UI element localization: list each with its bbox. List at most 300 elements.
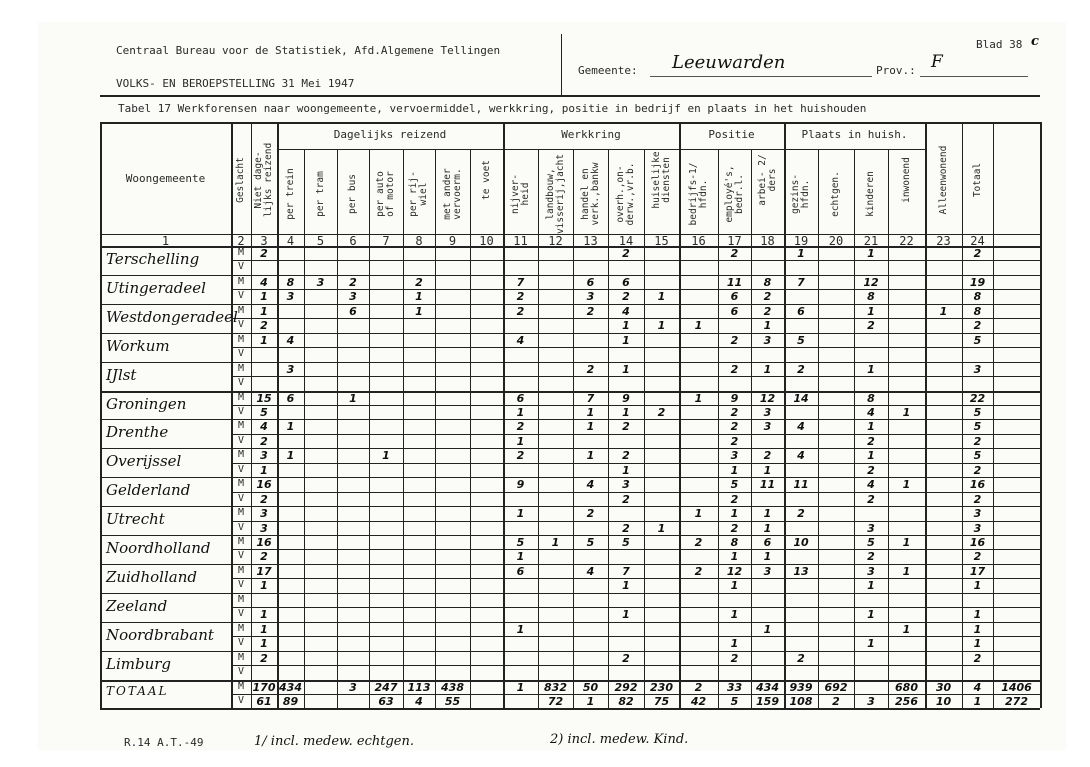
cell-value: 14	[793, 391, 809, 405]
geslacht-v: V	[237, 694, 245, 706]
cell-value: 1	[657, 319, 666, 333]
cell-value: 1	[622, 579, 630, 593]
cell-value: 2	[415, 275, 423, 289]
cell-value: 5	[730, 694, 739, 708]
geslacht-v: V	[237, 550, 245, 562]
cell-value: 2	[622, 492, 630, 506]
cell-value: 1	[867, 247, 875, 260]
group-header-dagelijks: Dagelijks reizend	[333, 128, 447, 141]
cell-value: 72	[547, 694, 564, 708]
blad-suffix: c	[1031, 34, 1039, 49]
geslacht-v: V	[237, 579, 245, 591]
column-rule	[784, 122, 786, 708]
cell-value: 16	[969, 478, 986, 492]
cell-value: 7	[797, 275, 805, 289]
geslacht-m: M	[237, 391, 245, 403]
cell-value: 2	[730, 247, 739, 260]
cell-value: 6	[349, 304, 357, 318]
table-bottom-rule	[100, 708, 1040, 710]
cell-value: 2	[797, 362, 805, 376]
cell-value: 1	[730, 608, 739, 622]
cell-value: 1	[694, 391, 703, 405]
geslacht-v: V	[237, 434, 245, 446]
geslacht-m: M	[237, 247, 245, 258]
cell-value: 3	[763, 564, 772, 578]
cell-value: 1	[516, 622, 525, 636]
cell-value: 1	[349, 391, 357, 405]
cell-value: 2	[973, 319, 982, 333]
col-header-11: nijver- heid	[509, 173, 531, 214]
col-number: 17	[727, 234, 742, 248]
cell-value: 1	[694, 319, 703, 333]
cell-value: 1	[260, 608, 268, 622]
cell-value: 6	[763, 536, 772, 549]
cell-value: 3	[730, 449, 739, 463]
col-header-7: per auto of motor	[375, 170, 396, 217]
cell-value: 16	[256, 478, 272, 492]
cell-value: 2	[622, 651, 630, 665]
col-number: 5	[316, 234, 325, 248]
cell-value: 2	[867, 550, 875, 564]
cell-value: 2	[657, 405, 666, 419]
cell-value: 75	[653, 694, 670, 708]
cell-value: 4	[622, 304, 630, 318]
form-code: R.14 A.T.-49	[124, 736, 204, 749]
cell-value: 1	[516, 507, 525, 521]
geslacht-m: M	[237, 593, 245, 605]
sub-row-rule	[231, 376, 1040, 377]
cell-value: 4	[286, 333, 295, 347]
cell-value: 2	[260, 247, 268, 260]
geslacht-v: V	[237, 319, 245, 331]
cell-value: 1	[797, 247, 805, 260]
cell-value: 680	[895, 680, 918, 694]
col-number: 22	[899, 234, 914, 248]
column-rule	[1040, 122, 1042, 708]
col-header-4: per trein	[284, 167, 296, 220]
col-header-15: huiselijke diensten	[650, 151, 672, 209]
cell-value: 5	[973, 405, 982, 419]
cell-value: 1	[973, 637, 982, 651]
cell-value: 10	[793, 536, 809, 549]
column-rule	[277, 122, 279, 708]
cell-value: 1	[586, 420, 595, 434]
cell-value: 50	[582, 680, 599, 694]
geslacht-v: V	[237, 492, 245, 504]
cell-value: 33	[726, 680, 743, 694]
col-number: 19	[793, 234, 809, 248]
cell-value: 3	[260, 449, 268, 463]
cell-value: 5	[797, 333, 805, 347]
cell-value: 2	[867, 434, 875, 448]
cell-value: 1	[260, 622, 268, 636]
cell-value: 2	[730, 492, 739, 506]
cell-value: 1	[902, 405, 911, 419]
cell-value: 8	[286, 275, 295, 289]
geslacht-v: V	[237, 608, 245, 620]
cell-value: 7	[516, 275, 525, 289]
cell-value: 1	[586, 694, 595, 708]
woongemeente-name: Zuidholland	[106, 567, 197, 586]
cell-value: 272	[1005, 694, 1028, 708]
col-header-5: per tram	[314, 170, 326, 217]
geslacht-m: M	[237, 507, 245, 519]
cell-value: 2	[349, 275, 357, 289]
cell-value: 1	[730, 550, 739, 564]
geslacht-m: M	[237, 680, 245, 692]
cell-value: 434	[756, 680, 779, 694]
cell-value: 8	[973, 290, 982, 304]
col-number: 18	[760, 234, 775, 248]
cell-value: 2	[694, 564, 703, 578]
cell-value: 108	[789, 694, 813, 708]
cell-value: 2	[973, 463, 982, 477]
cell-value: 11	[726, 275, 743, 289]
cell-value: 3	[260, 507, 268, 521]
cell-value: 2	[260, 434, 268, 448]
cell-value: 5	[260, 405, 268, 419]
cell-value: 1	[260, 304, 268, 318]
cell-value: 12	[759, 391, 776, 405]
geslacht-m: M	[237, 275, 245, 287]
col-header-23: Alleenwonend	[937, 145, 949, 215]
cell-value: 5	[973, 449, 982, 463]
col-header-22: inwonend	[900, 157, 912, 203]
col-number: 2	[237, 234, 245, 248]
cell-value: 1	[730, 507, 739, 521]
group-rule	[679, 149, 784, 150]
cell-value: 434	[279, 680, 302, 694]
cell-value: 61	[256, 694, 272, 708]
cell-value: 4	[516, 333, 525, 347]
census-line: VOLKS- EN BEROEPSTELLING 31 Mei 1947	[116, 77, 355, 90]
cell-value: 89	[282, 694, 299, 708]
col-number: 12	[548, 234, 563, 248]
geslacht-m: M	[237, 536, 245, 547]
cell-value: 4	[260, 420, 268, 434]
cell-value: 1	[763, 463, 772, 477]
cell-value: 3	[349, 680, 357, 694]
cell-value: 2	[973, 651, 982, 665]
cell-value: 1	[622, 608, 630, 622]
cell-value: 1	[516, 680, 525, 694]
cell-value: 5	[586, 536, 595, 549]
cell-value: 2	[832, 694, 840, 708]
column-rule	[925, 122, 927, 708]
geslacht-m: M	[237, 449, 245, 461]
geslacht-v: V	[237, 521, 245, 533]
woongemeente-name: Westdongeradeel	[106, 307, 238, 326]
cell-value: 2	[730, 521, 739, 535]
cell-value: 2	[973, 492, 982, 506]
cell-value: 3	[867, 564, 875, 578]
cell-value: 1	[415, 290, 423, 304]
cell-value: 8	[867, 391, 875, 405]
cell-value: 1	[622, 405, 630, 419]
cell-value: 19	[969, 275, 986, 289]
cell-value: 3	[349, 290, 357, 304]
cell-value: 159	[756, 694, 779, 708]
cell-value: 3	[973, 507, 982, 521]
cell-value: 9	[516, 478, 525, 492]
cell-value: 13	[793, 564, 809, 578]
cell-value: 2	[260, 492, 268, 506]
geslacht-v: V	[237, 377, 245, 389]
cell-value: 1	[516, 405, 525, 419]
geslacht-v: V	[237, 348, 245, 360]
cell-value: 1	[730, 463, 739, 477]
cell-value: 1	[867, 579, 875, 593]
cell-value: 6	[730, 304, 739, 318]
cell-value: 3	[763, 420, 772, 434]
cell-value: 4	[260, 275, 268, 289]
cell-value: 1	[902, 622, 911, 636]
cell-value: 2	[730, 420, 739, 434]
group-header-werkkring: Werkkring	[561, 128, 621, 141]
cell-value: 2	[973, 434, 982, 448]
geslacht-v: V	[237, 637, 245, 649]
cell-value: 1	[730, 579, 739, 593]
cell-value: 5	[973, 420, 982, 434]
cell-value: 3	[316, 275, 325, 289]
col-number: 7	[382, 234, 390, 248]
cell-value: 5	[730, 478, 739, 492]
group-header-plaats: Plaats in huish.	[801, 128, 908, 141]
cell-value: 2	[516, 420, 525, 434]
cell-value: 1	[260, 637, 268, 651]
cell-value: 2	[586, 362, 595, 376]
cell-value: 2	[730, 651, 739, 665]
cell-value: 2	[867, 492, 875, 506]
col-header-21: kinderen	[865, 170, 876, 217]
col-header-14: overh.,on- derw.,vr.b.	[615, 162, 636, 225]
col-number: 1	[161, 234, 170, 248]
col-header-16: bedrijfs-1/ hfdn.	[687, 162, 709, 225]
geslacht-v: V	[237, 666, 245, 678]
cell-value: 2	[622, 247, 630, 260]
totaal-label: TOTAAL	[106, 683, 169, 698]
cell-value: 16	[256, 536, 272, 549]
column-rule	[679, 122, 681, 708]
sub-row-rule	[231, 347, 1040, 348]
col-number: 4	[286, 234, 295, 248]
cell-value: 939	[789, 680, 813, 694]
cell-value: 1	[867, 449, 875, 463]
cell-value: 30	[935, 680, 952, 694]
woongemeente-name: Zeeland	[106, 596, 168, 615]
woongemeente-name: Drenthe	[106, 423, 169, 442]
cell-value: 16	[969, 536, 986, 549]
cell-value: 2	[260, 319, 268, 333]
geslacht-v: V	[237, 405, 245, 417]
cell-value: 3	[622, 478, 630, 492]
col-header-20: echtgen.	[830, 170, 841, 217]
woongemeente-name: Noordbrabant	[106, 625, 214, 644]
cell-value: 5	[622, 536, 630, 549]
cell-value: 63	[378, 694, 394, 708]
cell-value: 1	[939, 304, 948, 318]
cell-value: 3	[973, 362, 982, 376]
cell-value: 1	[763, 319, 772, 333]
cell-value: 1	[763, 622, 772, 636]
col-header-10: te voet	[480, 159, 492, 201]
group-rule	[503, 149, 679, 150]
gemeente-label: Gemeente:	[578, 64, 638, 77]
group-header-positie: Positie	[708, 128, 755, 141]
geslacht-v: V	[237, 463, 245, 475]
cell-value: 17	[256, 564, 272, 578]
col-header-24: Totaal	[971, 162, 983, 198]
col-header-18: arbei- 2/ ders	[756, 154, 778, 206]
sub-row-rule	[231, 636, 1040, 637]
cell-value: 2	[730, 405, 739, 419]
cell-value: 2	[694, 680, 703, 694]
cell-value: 12	[726, 564, 743, 578]
cell-value: 1	[902, 536, 911, 549]
col-number: 14	[618, 234, 634, 248]
cell-value: 832	[544, 680, 567, 694]
cell-value: 8	[973, 304, 982, 318]
cell-value: 6	[286, 391, 295, 405]
cell-value: 5	[516, 536, 525, 549]
col-number: 11	[513, 234, 528, 248]
cell-value: 1	[516, 550, 525, 564]
woongemeente-name: Workum	[106, 336, 170, 355]
cell-value: 1	[622, 319, 630, 333]
cell-value: 2	[797, 651, 805, 665]
col-header-2: Geslacht	[235, 157, 246, 203]
cell-value: 7	[622, 564, 630, 578]
col-number: 21	[863, 234, 879, 248]
woongemeente-name: IJlst	[106, 365, 137, 384]
cell-value: 1	[286, 420, 295, 434]
table-top-rule	[100, 122, 1040, 124]
geslacht-m: M	[237, 622, 245, 634]
col-header-8: per rij- wiel	[408, 170, 429, 217]
col-number: 8	[415, 234, 423, 248]
cell-value: 4	[867, 405, 875, 419]
cell-value: 6	[622, 275, 630, 289]
cell-value: 2	[763, 290, 772, 304]
cell-value: 11	[759, 478, 776, 492]
cell-value: 1	[867, 362, 875, 376]
column-rule	[304, 149, 305, 708]
cell-value: 3	[286, 290, 295, 304]
woongemeente-name: Groningen	[106, 394, 187, 413]
col-number: 15	[654, 234, 669, 248]
cell-value: 6	[586, 275, 595, 289]
cell-value: 9	[622, 391, 630, 405]
cell-value: 2	[797, 507, 805, 521]
census-form-sheet	[38, 22, 1066, 750]
cell-value: 12	[863, 275, 879, 289]
cell-value: 1	[867, 608, 875, 622]
cell-value: 2	[622, 521, 630, 535]
col-number: 20	[828, 234, 844, 248]
cell-value: 10	[935, 694, 952, 708]
cell-value: 8	[763, 275, 772, 289]
cell-value: 1406	[1001, 680, 1032, 694]
column-rule	[369, 149, 370, 708]
footnote-2: 2) incl. medew. Kind.	[550, 732, 689, 747]
cell-value: 256	[895, 694, 918, 708]
cell-value: 6	[516, 391, 525, 405]
cell-value: 170	[252, 680, 276, 694]
col-header-3: Niet dage- lijks reizend	[253, 142, 274, 218]
cell-value: 4	[586, 478, 595, 492]
cell-value: 3	[973, 521, 982, 535]
sub-row-rule	[231, 549, 1040, 550]
geslacht-m: M	[237, 333, 245, 345]
woongemeente-name: Utingeradeel	[106, 278, 206, 297]
cell-value: 1	[622, 463, 630, 477]
geslacht-m: M	[237, 362, 245, 374]
cell-value: 2	[973, 550, 982, 564]
cell-value: 247	[374, 680, 398, 694]
geslacht-m: M	[237, 564, 245, 576]
cell-value: 4	[415, 694, 423, 708]
cell-value: 1	[867, 304, 875, 318]
cell-value: 5	[867, 536, 875, 549]
woongemeente-name: Limburg	[106, 654, 172, 673]
cell-value: 2	[867, 319, 875, 333]
cell-value: 1	[260, 579, 268, 593]
institution-line: Centraal Bureau voor de Statistiek, Afd.Algemene Tellingen	[116, 44, 501, 57]
cell-value: 3	[586, 290, 595, 304]
cell-value: 1	[622, 362, 630, 376]
cell-value: 2	[516, 304, 525, 318]
cell-value: 1	[657, 521, 666, 535]
cell-value: 3	[260, 521, 268, 535]
footnote-1: 1/ incl. medew. echtgen.	[254, 734, 414, 749]
woongemeente-name: Terschelling	[106, 250, 200, 268]
column-rule	[470, 149, 471, 708]
geslacht-m: M	[237, 651, 245, 663]
cell-value: 4	[797, 420, 805, 434]
column-rule	[993, 122, 994, 708]
cell-value: 3	[867, 694, 875, 708]
cell-value: 1	[286, 449, 295, 463]
sub-row-rule	[231, 665, 1040, 666]
cell-value: 2	[973, 247, 982, 260]
col-header-13: handel en verk.,bankw	[579, 162, 601, 225]
cell-value: 42	[690, 694, 707, 708]
cell-value: 692	[824, 680, 848, 694]
col-number: 13	[583, 234, 598, 248]
cell-value: 3	[286, 362, 295, 376]
cell-value: 2	[516, 449, 525, 463]
cell-value: 2	[730, 333, 739, 347]
col-header-6: per bus	[347, 173, 358, 214]
column-rule	[818, 149, 819, 708]
cell-value: 1	[260, 463, 268, 477]
cell-value: 9	[730, 391, 739, 405]
prov-label: Prov.:	[876, 64, 916, 77]
geslacht-m: M	[237, 420, 245, 432]
cell-value: 2	[622, 420, 630, 434]
column-rule	[435, 149, 436, 708]
cell-value: 1	[763, 507, 772, 521]
cell-value: 82	[618, 694, 634, 708]
col-header-9: met ander vervoerm.	[441, 167, 463, 220]
cell-value: 2	[586, 304, 595, 318]
cell-value: 2	[622, 449, 630, 463]
col-header-woongemeente: Woongemeente	[125, 172, 206, 185]
cell-value: 22	[969, 391, 986, 405]
cell-value: 1	[730, 637, 739, 651]
cell-value: 113	[407, 680, 431, 694]
geslacht-m: M	[237, 304, 245, 316]
